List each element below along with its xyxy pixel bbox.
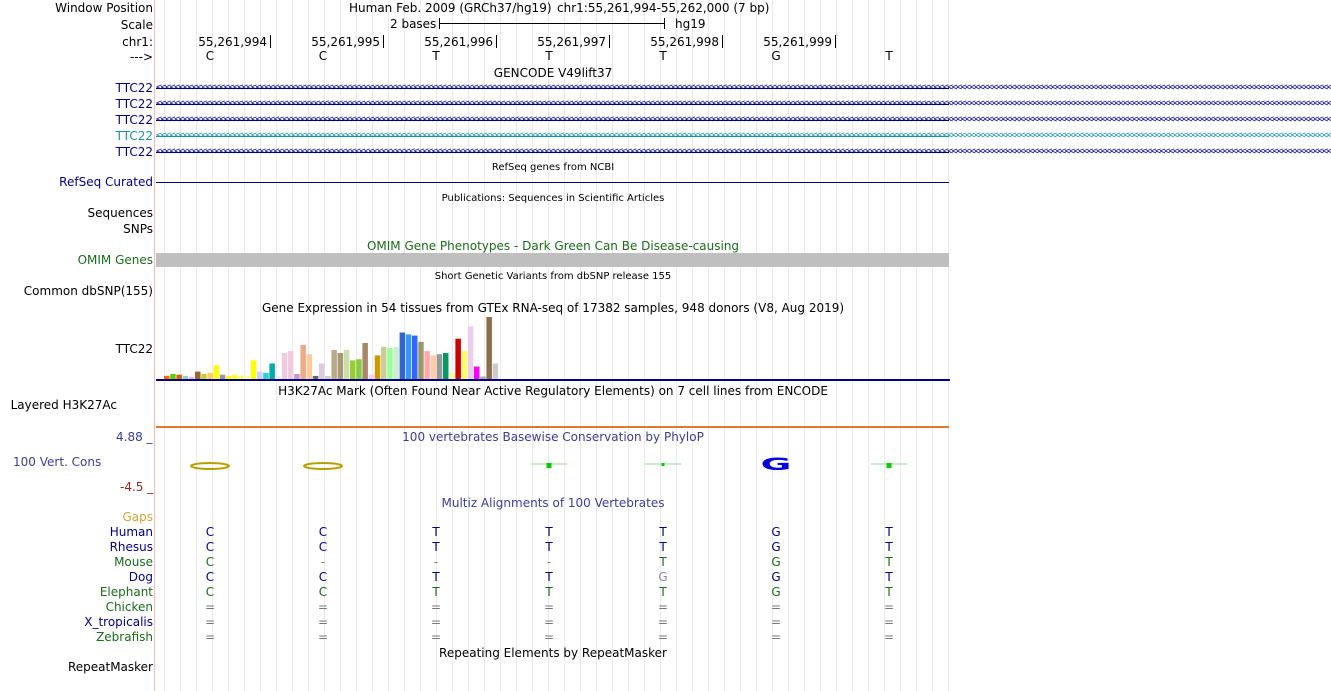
gtex-bar[interactable]: [263, 373, 269, 379]
species-label[interactable]: Rhesus: [109, 540, 153, 554]
gtex-bar[interactable]: [455, 339, 461, 379]
aligned-base: T: [659, 540, 667, 554]
gtex-bar[interactable]: [431, 355, 437, 379]
position-text: chr1:55,261,994-55,262,000 (7 bp): [557, 1, 770, 15]
gtex-bar[interactable]: [493, 364, 499, 380]
base-letter: G: [771, 49, 781, 63]
base-letter: T: [432, 49, 440, 63]
scale-text: 2 bases: [390, 17, 437, 31]
gtex-bar[interactable]: [449, 373, 455, 379]
gtex-bar[interactable]: [245, 376, 251, 379]
strand-arrows: <<<<<<<<<<<<<<<<<<<<<<<<<<<<<<<<<<<<<<<<<<<<<<<<<<<<<<<<<<<<<<<<<<<<<<<<<<<<<<<<<<<<<<<<<<<<<<<<<<<<<<<<<<<<<<<<<<<<<<<<<<<<<<<<<<<<<<<<<<<<<<<<<<<<<<<<<<<<<<<<<<<<<<<<<<<<<<<<<<<<<<<<<<<<<<<<<<<<<<<<<<<<<<<<<<<<<<<<<<<<<<<<<<<<<<<<<<<<<<<<<<<<<<<<<<<<<<<<<<<<: [156, 130, 1331, 141]
aligned-base: T: [432, 525, 440, 539]
aligned-base: T: [659, 525, 667, 539]
gencode-transcript[interactable]: [156, 146, 1331, 158]
aligned-base: =: [204, 630, 216, 644]
aligned-base: G: [771, 540, 781, 554]
gtex-bar[interactable]: [369, 375, 375, 379]
aligned-base: =: [883, 600, 895, 614]
gtex-bar[interactable]: [350, 360, 356, 379]
base-letter: T: [885, 49, 893, 63]
species-label[interactable]: Dog: [128, 570, 153, 584]
conservation-logo[interactable]: [156, 448, 950, 478]
species-label[interactable]: Elephant: [99, 585, 153, 599]
cons-letter-small: [547, 463, 552, 468]
aligned-base: =: [770, 615, 782, 629]
cons-max-label: 4.88 _: [116, 430, 153, 444]
window-position-label: Window Position: [55, 1, 153, 15]
gencode-transcript[interactable]: [156, 130, 1331, 142]
aligned-base: C: [205, 540, 215, 554]
aligned-base: C: [205, 585, 215, 599]
aligned-base: =: [883, 630, 895, 644]
aligned-base: C: [318, 570, 328, 584]
gtex-bar[interactable]: [201, 374, 207, 379]
gencode-transcript[interactable]: [156, 114, 1331, 126]
h3k27ac-label[interactable]: Layered H3K27Ac: [10, 398, 117, 412]
gtex-bar[interactable]: [183, 376, 189, 379]
aligned-base: C: [205, 570, 215, 584]
aligned-base: G: [771, 585, 781, 599]
gtex-bar[interactable]: [269, 364, 275, 380]
gtex-bar[interactable]: [307, 354, 313, 379]
aligned-base: =: [543, 630, 555, 644]
ruler-tick: [722, 35, 723, 48]
gencode-track-label[interactable]: TTC22: [115, 81, 153, 95]
strand-label: --->: [129, 50, 153, 64]
gtex-bar[interactable]: [406, 334, 412, 379]
aligned-base: =: [430, 630, 442, 644]
refseq-gene-line[interactable]: [156, 182, 949, 183]
aligned-base: T: [885, 525, 893, 539]
gtex-bar-chart[interactable]: [156, 314, 950, 382]
gencode-track-label[interactable]: TTC22: [115, 97, 153, 111]
aligned-base: T: [885, 585, 893, 599]
gtex-bar[interactable]: [387, 348, 393, 379]
snps-label[interactable]: SNPs: [123, 222, 153, 236]
aligned-base: =: [883, 615, 895, 629]
gtex-title: Gene Expression in 54 tissues from GTEx RNA-seq of 17382 samples, 948 donors (V8, Aug 2019): [261, 301, 845, 315]
cons-letter-small: [887, 463, 892, 468]
strand-arrows: <<<<<<<<<<<<<<<<<<<<<<<<<<<<<<<<<<<<<<<<<<<<<<<<<<<<<<<<<<<<<<<<<<<<<<<<<<<<<<<<<<<<<<<<<<<<<<<<<<<<<<<<<<<<<<<<<<<<<<<<<<<<<<<<<<<<<<<<<<<<<<<<<<<<<<<<<<<<<<<<<<<<<<<<<<<<<<<<<<<<<<<<<<<<<<<<<<<<<<<<<<<<<<<<<<<<<<<<<<<<<<<<<<<<<<<<<<<<<<<<<<<<<<<<<<<<<<<<<<<<: [156, 146, 1331, 157]
ruler-tick: [270, 35, 271, 48]
gtex-bar[interactable]: [195, 372, 201, 379]
gtex-bar[interactable]: [276, 376, 282, 379]
cons-letter-small: [662, 463, 665, 466]
gtex-bar[interactable]: [356, 359, 362, 379]
aligned-base: =: [430, 600, 442, 614]
gencode-title: GENCODE V49lift37: [493, 66, 613, 80]
h3k27ac-title: H3K27Ac Mark (Often Found Near Active Regulatory Elements) on 7 cell lines from ENCODE: [278, 384, 828, 398]
aligned-base: =: [317, 615, 329, 629]
gtex-bar[interactable]: [400, 333, 406, 380]
species-label[interactable]: Human: [109, 525, 153, 539]
assembly-text: Human Feb. 2009 (GRCh37/hg19): [349, 1, 552, 15]
aligned-base: -: [433, 555, 439, 569]
aligned-base: =: [317, 630, 329, 644]
gencode-track-label[interactable]: TTC22: [115, 129, 153, 143]
refseq-title: RefSeq genes from NCBI: [491, 162, 615, 173]
refseq-label[interactable]: RefSeq Curated: [59, 175, 153, 189]
cons-letter-negative: [304, 463, 342, 469]
omim-label[interactable]: OMIM Genes: [77, 253, 153, 267]
aligned-base: T: [545, 540, 553, 554]
gtex-bar[interactable]: [331, 350, 337, 379]
ruler-coordinate: 55,261,998: [650, 35, 719, 49]
repeatmasker-label[interactable]: RepeatMasker: [67, 660, 153, 674]
aligned-base: =: [657, 630, 669, 644]
aligned-base: T: [659, 585, 667, 599]
aligned-base: C: [318, 525, 328, 539]
aligned-base: T: [432, 540, 440, 554]
gtex-bar[interactable]: [443, 353, 449, 379]
gtex-bar[interactable]: [300, 345, 306, 379]
cons-letter-negative: [191, 463, 229, 469]
aligned-base: =: [543, 600, 555, 614]
ruler-coordinate: 55,261,994: [198, 35, 267, 49]
gtex-bar[interactable]: [418, 342, 424, 379]
aligned-base: =: [770, 630, 782, 644]
omim-title: OMIM Gene Phenotypes - Dark Green Can Be Disease-causing: [366, 239, 740, 253]
strand-arrows: <<<<<<<<<<<<<<<<<<<<<<<<<<<<<<<<<<<<<<<<<<<<<<<<<<<<<<<<<<<<<<<<<<<<<<<<<<<<<<<<<<<<<<<<<<<<<<<<<<<<<<<<<<<<<<<<<<<<<<<<<<<<<<<<<<<<<<<<<<<<<<<<<<<<<<<<<<<<<<<<<<<<<<<<<<<<<<<<<<<<<<<<<<<<<<<<<<<<<<<<<<<<<<<<<<<<<<<<<<<<<<<<<<<<<<<<<<<<<<<<<<<<<<<<<<<<<<<<<<<<: [156, 114, 1331, 125]
dbsnp-title: Short Genetic Variants from dbSNP release 155: [434, 271, 672, 282]
scale-bar: [439, 17, 665, 29]
aligned-base: T: [885, 570, 893, 584]
aligned-base: T: [659, 555, 667, 569]
aligned-base: =: [204, 600, 216, 614]
base-letter: C: [205, 49, 215, 63]
gtex-bar[interactable]: [294, 374, 300, 379]
aligned-base: T: [545, 585, 553, 599]
gencode-transcript[interactable]: [156, 98, 1331, 110]
species-label[interactable]: Chicken: [105, 600, 153, 614]
aligned-base: C: [318, 585, 328, 599]
ruler-tick: [496, 35, 497, 48]
gtex-bar[interactable]: [232, 375, 238, 379]
aligned-base: G: [658, 570, 668, 584]
ruler-coordinate: 55,261,997: [537, 35, 606, 49]
gencode-track-label[interactable]: TTC22: [115, 145, 153, 159]
aligned-base: G: [771, 555, 781, 569]
gtex-label[interactable]: TTC22: [115, 342, 153, 356]
dbsnp-label[interactable]: Common dbSNP(155): [23, 284, 153, 298]
aligned-base: =: [317, 600, 329, 614]
gtex-bar[interactable]: [325, 376, 331, 379]
strand-arrows: <<<<<<<<<<<<<<<<<<<<<<<<<<<<<<<<<<<<<<<<<<<<<<<<<<<<<<<<<<<<<<<<<<<<<<<<<<<<<<<<<<<<<<<<<<<<<<<<<<<<<<<<<<<<<<<<<<<<<<<<<<<<<<<<<<<<<<<<<<<<<<<<<<<<<<<<<<<<<<<<<<<<<<<<<<<<<<<<<<<<<<<<<<<<<<<<<<<<<<<<<<<<<<<<<<<<<<<<<<<<<<<<<<<<<<<<<<<<<<<<<<<<<<<<<<<<<<<<<<<<: [156, 82, 1331, 93]
aligned-base: =: [770, 600, 782, 614]
gtex-bar[interactable]: [474, 367, 480, 379]
gtex-bar[interactable]: [313, 376, 319, 379]
cons-letter-positive: G: [760, 454, 792, 474]
gtex-bar[interactable]: [288, 351, 294, 379]
gtex-bar[interactable]: [170, 374, 176, 379]
base-letter: T: [659, 49, 667, 63]
ruler-coordinate: 55,261,999: [763, 35, 832, 49]
aligned-base: T: [885, 555, 893, 569]
aligned-base: T: [545, 570, 553, 584]
sequences-label[interactable]: Sequences: [87, 206, 153, 220]
gtex-bar[interactable]: [344, 350, 350, 379]
gtex-bar[interactable]: [176, 375, 182, 379]
aligned-base: -: [546, 555, 552, 569]
scale-label: Scale: [120, 18, 153, 32]
gtex-bar[interactable]: [207, 373, 213, 379]
cons-min-label: -4.5 _: [120, 480, 154, 494]
repeatmasker-title: Repeating Elements by RepeatMasker: [439, 646, 667, 660]
aligned-base: T: [885, 540, 893, 554]
aligned-base: T: [545, 525, 553, 539]
label-separator: [154, 0, 155, 691]
multiz-title: Multiz Alignments of 100 Vertebrates: [441, 496, 665, 510]
aligned-base: T: [432, 570, 440, 584]
ruler-coordinate: 55,261,996: [424, 35, 493, 49]
base-letter: C: [318, 49, 328, 63]
ruler-tick: [835, 35, 836, 48]
gtex-bar[interactable]: [282, 353, 288, 379]
gtex-bar[interactable]: [468, 326, 474, 379]
omim-gene-bar[interactable]: [156, 253, 949, 267]
conservation-title: 100 vertebrates Basewise Conservation by PhyloP: [402, 430, 704, 444]
gencode-track-label[interactable]: TTC22: [115, 113, 153, 127]
species-label[interactable]: Zebrafish: [96, 630, 153, 644]
aligned-base: T: [432, 585, 440, 599]
aligned-base: -: [320, 555, 326, 569]
scale-db: hg19: [675, 17, 706, 31]
gtex-bar[interactable]: [486, 317, 492, 379]
aligned-base: C: [318, 540, 328, 554]
gtex-bar[interactable]: [393, 347, 399, 379]
species-label[interactable]: Mouse: [114, 555, 153, 569]
gtex-bar[interactable]: [381, 347, 387, 379]
gtex-bar[interactable]: [319, 364, 325, 380]
gtex-bar[interactable]: [437, 354, 443, 379]
species-label[interactable]: X_tropicalis: [84, 615, 153, 629]
gtex-bar[interactable]: [251, 360, 256, 379]
ruler-coordinate: 55,261,995: [311, 35, 380, 49]
ruler-tick: [383, 35, 384, 48]
ruler-tick: [609, 35, 610, 48]
gtex-bar[interactable]: [226, 376, 232, 379]
gaps-label[interactable]: Gaps: [122, 510, 153, 524]
gtex-bar[interactable]: [362, 343, 368, 379]
gtex-bar[interactable]: [338, 353, 344, 379]
publications-title: Publications: Sequences in Scientific Articles: [441, 193, 665, 204]
gtex-bar[interactable]: [424, 351, 430, 379]
gtex-bar[interactable]: [462, 351, 468, 379]
aligned-base: G: [771, 570, 781, 584]
gtex-bar[interactable]: [189, 377, 195, 379]
strand-arrows: <<<<<<<<<<<<<<<<<<<<<<<<<<<<<<<<<<<<<<<<<<<<<<<<<<<<<<<<<<<<<<<<<<<<<<<<<<<<<<<<<<<<<<<<<<<<<<<<<<<<<<<<<<<<<<<<<<<<<<<<<<<<<<<<<<<<<<<<<<<<<<<<<<<<<<<<<<<<<<<<<<<<<<<<<<<<<<<<<<<<<<<<<<<<<<<<<<<<<<<<<<<<<<<<<<<<<<<<<<<<<<<<<<<<<<<<<<<<<<<<<<<<<<<<<<<<<<<<<<<<: [156, 98, 1331, 109]
gencode-transcript[interactable]: [156, 82, 1331, 94]
aligned-base: =: [430, 615, 442, 629]
gtex-bar[interactable]: [375, 355, 381, 379]
gtex-bar[interactable]: [412, 336, 418, 379]
gtex-bar[interactable]: [480, 377, 486, 380]
gtex-bar[interactable]: [220, 375, 226, 379]
aligned-base: C: [205, 555, 215, 569]
aligned-base: =: [543, 615, 555, 629]
aligned-base: =: [657, 600, 669, 614]
gtex-bar[interactable]: [257, 372, 263, 379]
gtex-bar[interactable]: [214, 365, 220, 379]
h3k27ac-baseline: [156, 426, 949, 428]
aligned-base: C: [205, 525, 215, 539]
aligned-base: =: [657, 615, 669, 629]
conservation-label[interactable]: 100 Vert. Cons: [13, 455, 102, 469]
chr-label: chr1:: [122, 35, 153, 49]
aligned-base: =: [204, 615, 216, 629]
gtex-bar[interactable]: [164, 376, 170, 379]
aligned-base: G: [771, 525, 781, 539]
gtex-bar[interactable]: [238, 376, 244, 379]
base-letter: T: [545, 49, 553, 63]
